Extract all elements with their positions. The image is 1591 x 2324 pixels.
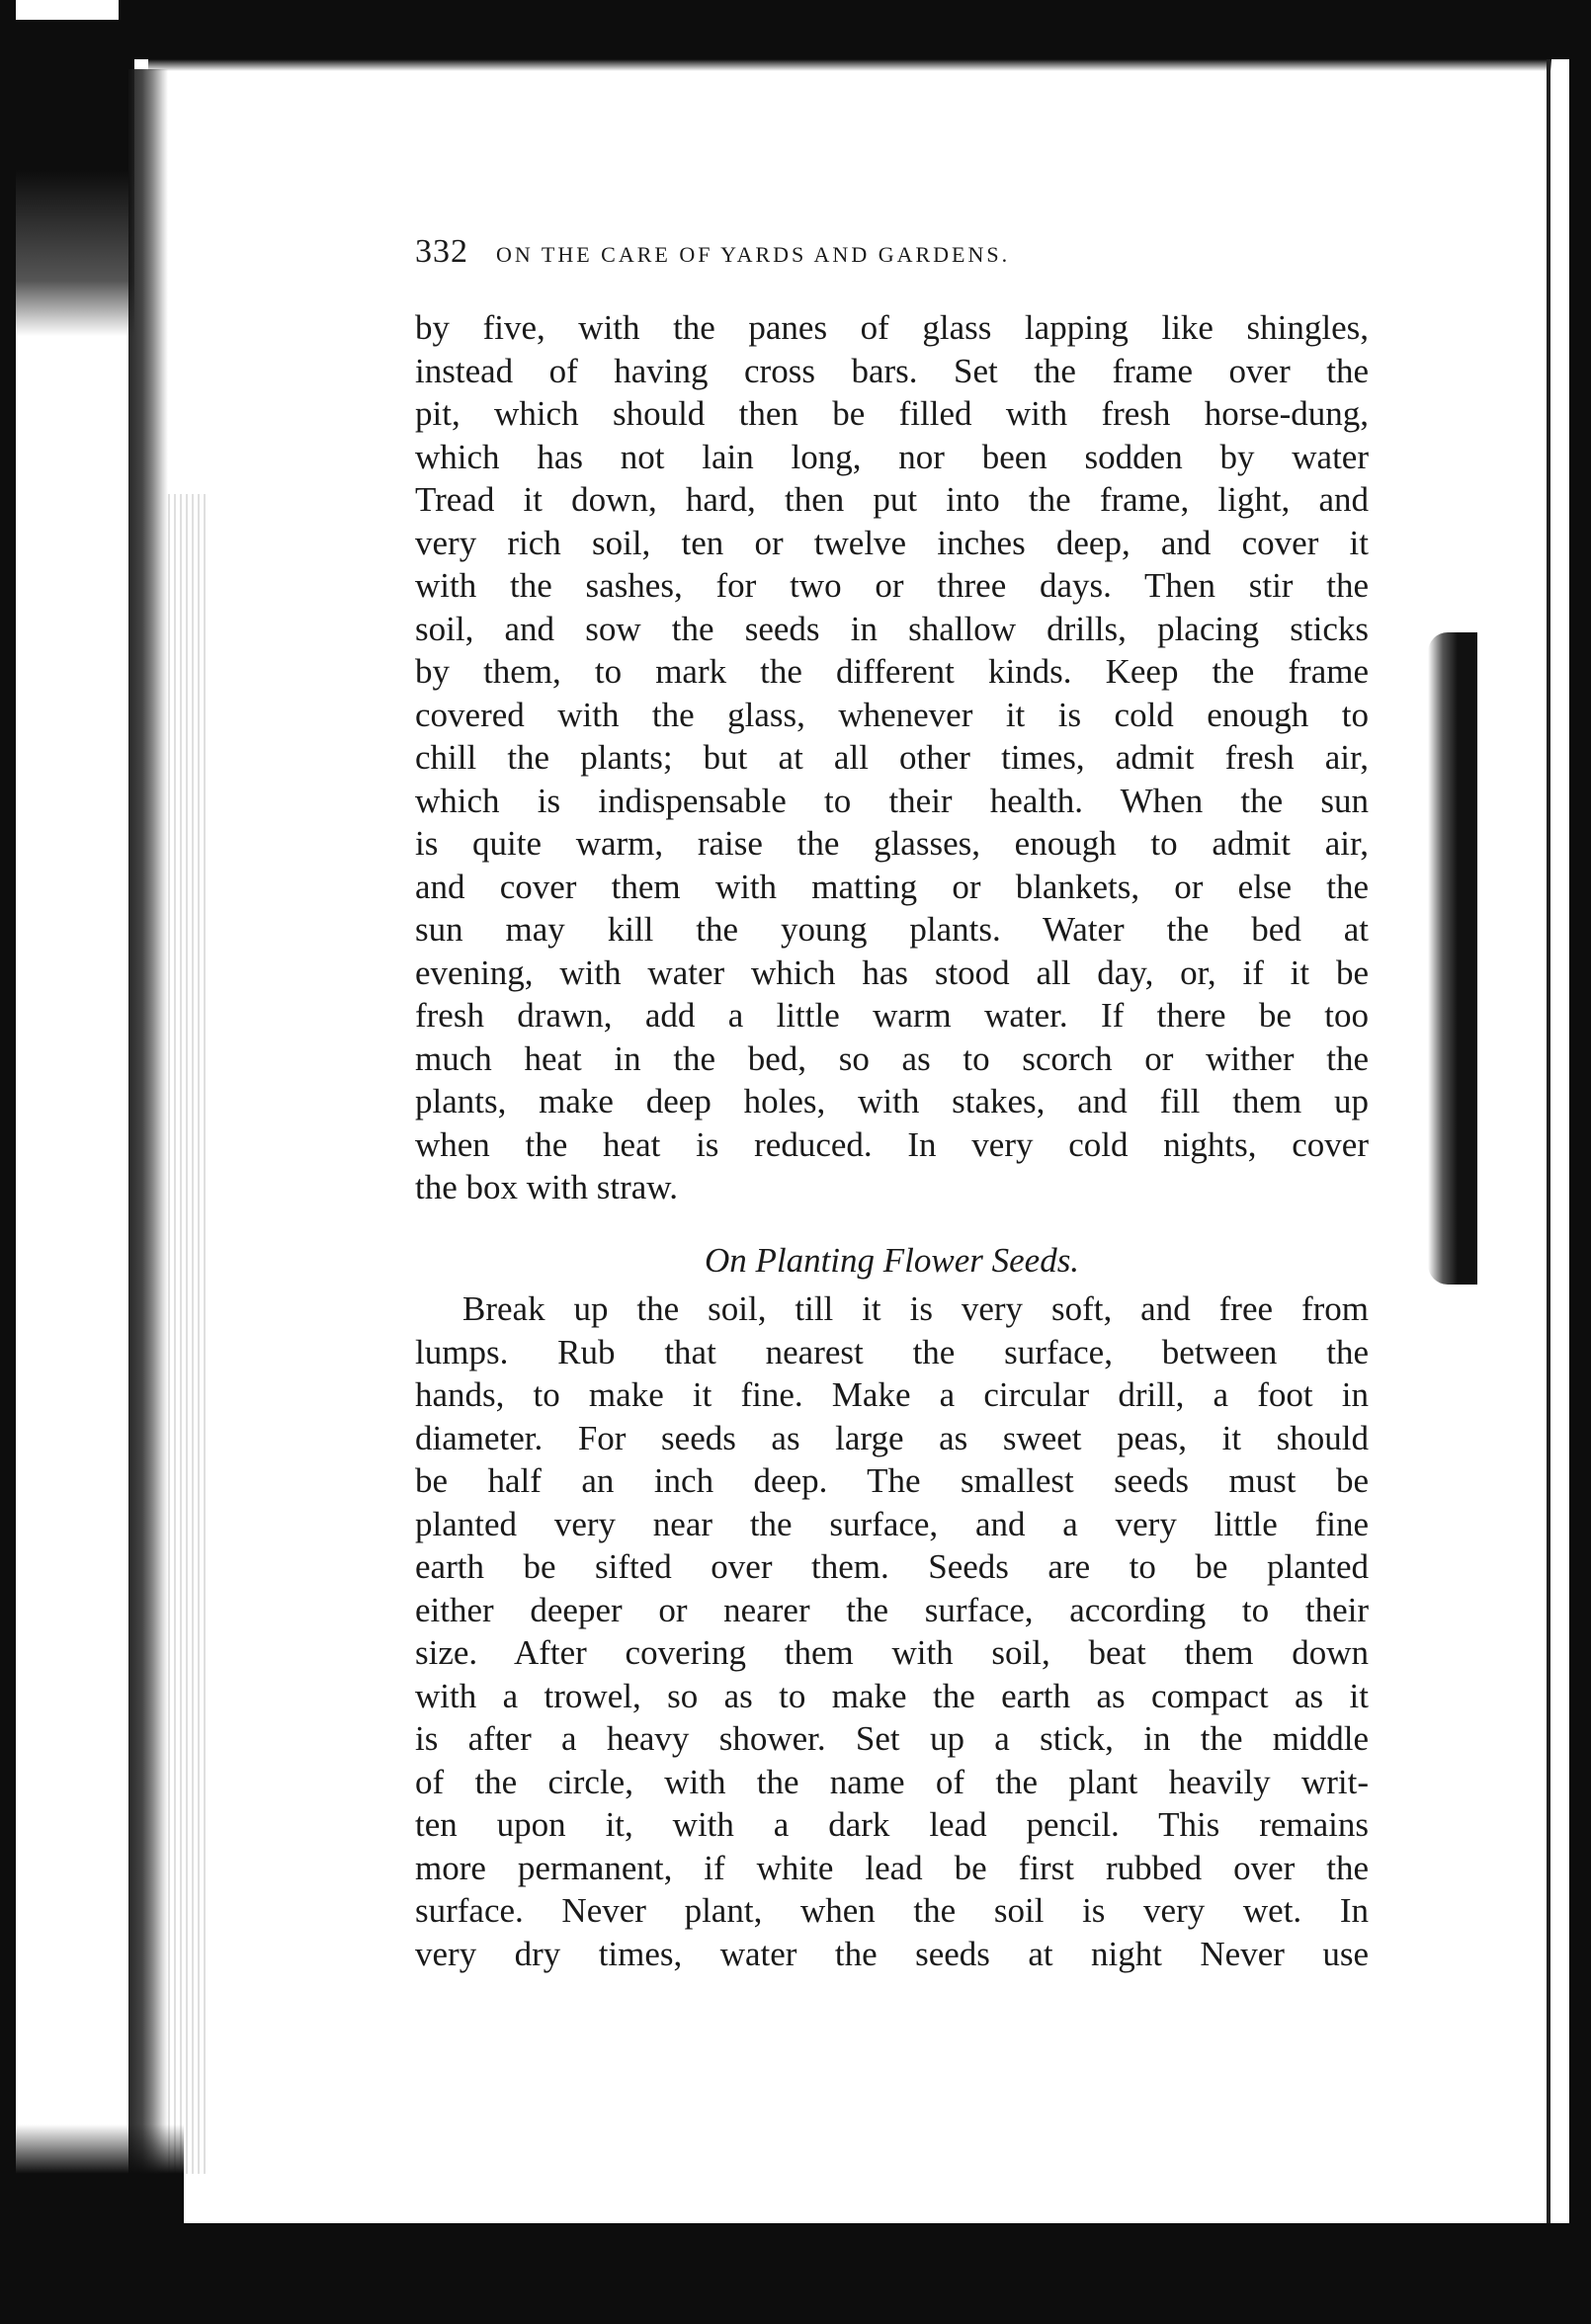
scan-top-edge (148, 59, 1551, 71)
text-line: by them, to mark the different kinds. Keep the frame (415, 652, 1369, 691)
text-line: planted very near the surface, and a very little fine (415, 1504, 1369, 1543)
book-gutter-texture (168, 494, 208, 2174)
text-line: which is indispensable to their health. When the sun (415, 781, 1369, 820)
book-gutter-shadow (128, 69, 168, 2203)
text-line: the box with straw. (415, 1168, 679, 1206)
text-line: lumps. Rub that nearest the surface, between the (415, 1332, 1369, 1371)
scan-border-left (0, 0, 16, 2324)
text-line: instead of having cross bars. Set the frame over the (415, 351, 1369, 390)
text-line: be half an inch deep. The smallest seeds must be (415, 1461, 1369, 1500)
text-line: size. After covering them with soil, beat them down (415, 1633, 1369, 1672)
text-line: with the sashes, for two or three days. Then stir the (415, 566, 1369, 605)
text-line: Break up the soil, till it is very soft, and free from (462, 1289, 1369, 1328)
text-line: which has not lain long, nor been sodden by water (415, 437, 1369, 476)
text-line: either deeper or nearer the surface, according to their (415, 1590, 1369, 1629)
text-line: when the heat is reduced. In very cold nights, cover (415, 1124, 1369, 1164)
scan-border-right (1569, 0, 1591, 2324)
text-line: ten upon it, with a dark lead pencil. This remains (415, 1805, 1369, 1844)
text-line: chill the plants; but at all other times, admit fresh air, (415, 738, 1369, 777)
text-line: of the circle, with the name of the plant heavily writ- (415, 1762, 1369, 1801)
text-line: plants, make deep holes, with stakes, and fill them up (415, 1082, 1369, 1120)
text-line: very rich soil, ten or twelve inches deep, and cover it (415, 523, 1369, 562)
page-number: 332 (415, 233, 468, 270)
text-line: Tread it down, hard, then put into the frame, light, and (415, 480, 1369, 519)
text-line: evening, with water which has stood all day, or, if it be (415, 953, 1369, 992)
scan-border-bottom (0, 2223, 1591, 2324)
scan-corner (0, 0, 119, 20)
scan-shadow-top-left (16, 59, 134, 336)
text-line: much heat in the bed, so as to scorch or wither the (415, 1038, 1369, 1078)
text-line: fresh drawn, add a little warm water. If there be too (415, 996, 1369, 1035)
text-line: hands, to make it fine. Make a circular drill, a foot in (415, 1375, 1369, 1414)
text-line: with a trowel, so as to make the earth as compact as it (415, 1676, 1369, 1715)
text-line: and cover them with matting or blankets, or else the (415, 867, 1369, 906)
text-line: by five, with the panes of glass lapping like shingles, (415, 308, 1369, 347)
text-line: diameter. For seeds as large as sweet peas, it should (415, 1418, 1369, 1457)
text-line: soil, and sow the seeds in shallow drills, placing sticks (415, 609, 1369, 648)
text-line: sun may kill the young plants. Water the bed at (415, 910, 1369, 949)
paragraph-planting-seeds (415, 1287, 1369, 1975)
scan-shadow-bottom-left (16, 2124, 184, 2223)
text-line: covered with the glass, whenever it is cold enough to (415, 695, 1369, 734)
text-line: more permanent, if white lead be first rubbed over the (415, 1848, 1369, 1887)
text-line: is after a heavy shower. Set up a stick, in the middle (415, 1719, 1369, 1758)
text-line: pit, which should then be filled with fresh horse-dung, (415, 394, 1369, 433)
page-body (415, 306, 1369, 1975)
text-line: surface. Never plant, when the soil is very wet. In (415, 1891, 1369, 1930)
scan-smudge-right (1428, 632, 1477, 1285)
paragraph-frame-instructions (415, 306, 1369, 1209)
page-edge-line (1547, 59, 1550, 2223)
text-line: is quite warm, raise the glasses, enough to admit air, (415, 824, 1369, 863)
running-header (415, 233, 1403, 273)
scan-border-top (0, 0, 1591, 59)
running-title: ON THE CARE OF YARDS AND GARDENS. (496, 242, 1011, 267)
text-line: very dry times, water the seeds at night Never use (415, 1934, 1369, 1973)
section-heading: On Planting Flower Seeds. (704, 1240, 1080, 1280)
text-line: earth be sifted over them. Seeds are to be planted (415, 1547, 1369, 1586)
